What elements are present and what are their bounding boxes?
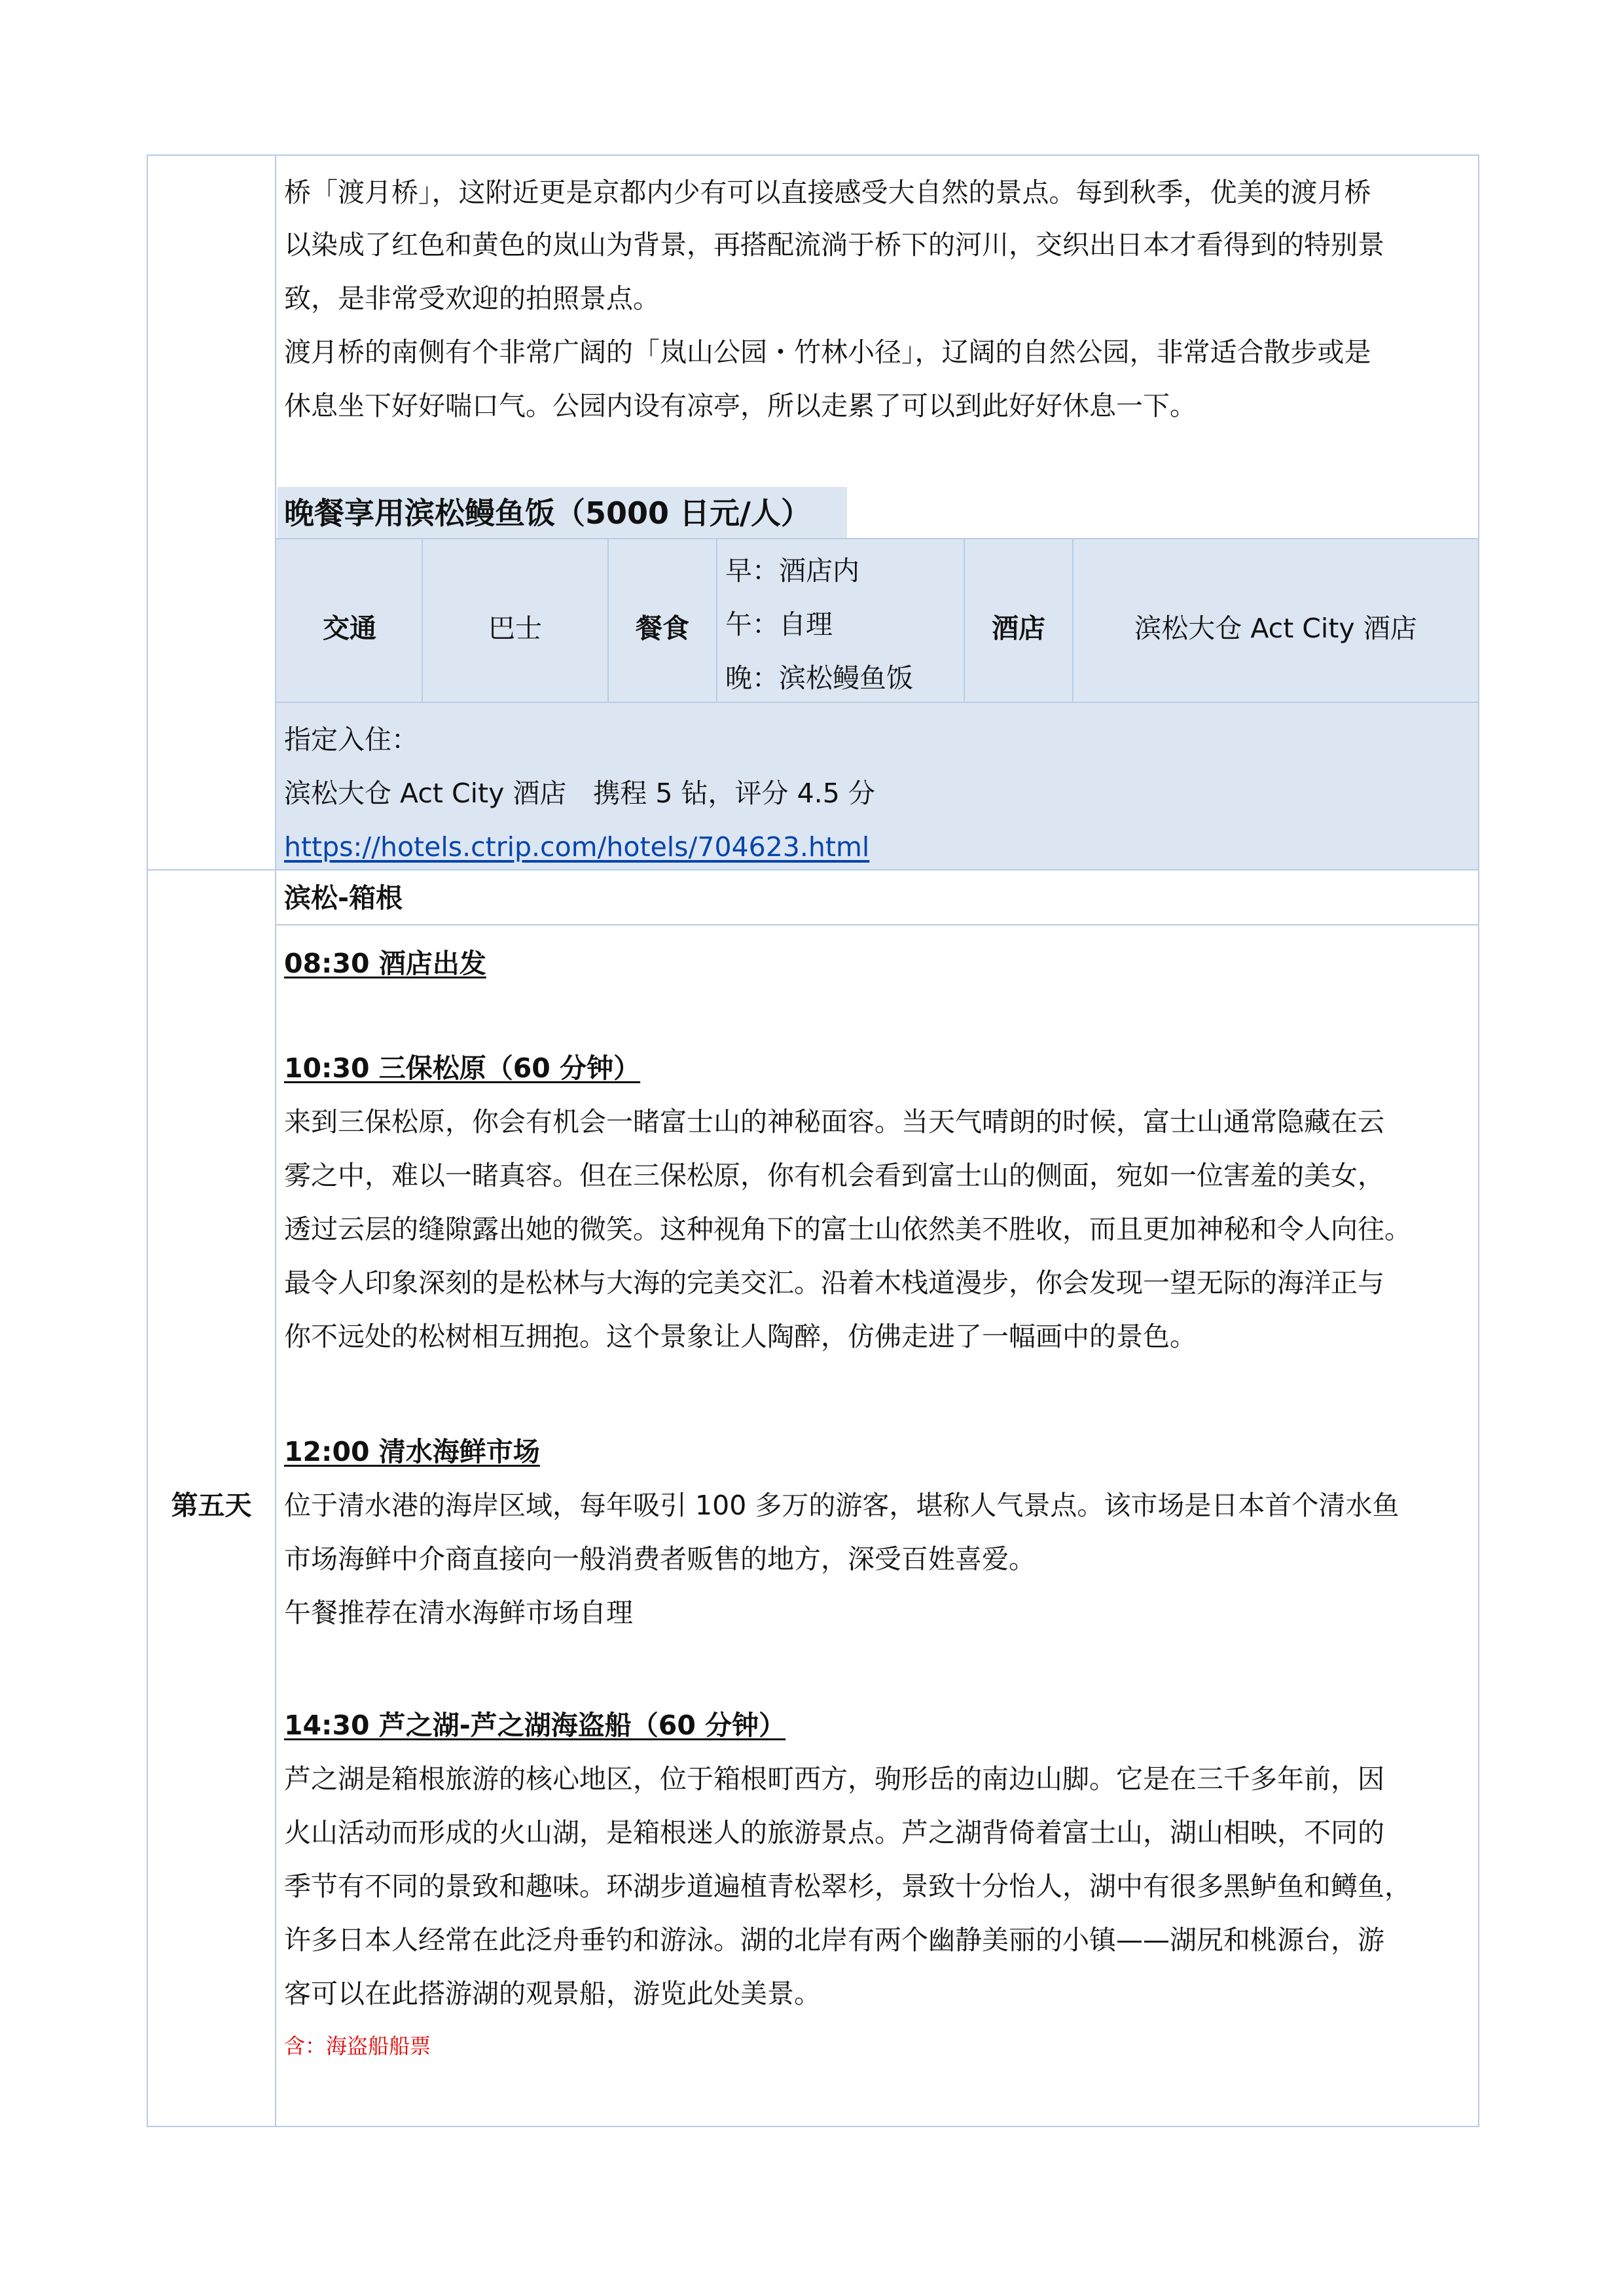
text-line: 市场海鲜中介商直接向一般消费者贩售的地方，深受百姓喜爱。 — [284, 1543, 1036, 1575]
text-line: 季节有不同的景致和趣味。环湖步道遍植青松翠杉，景致十分怡人，湖中有很多黑鲈鱼和鳟鱼， — [284, 1871, 1411, 1902]
route-row-divider — [275, 924, 1479, 925]
text-line: 休息坐下好好喘口气。公园内设有凉亭，所以走累了可以到此好好休息一下。 — [284, 390, 1197, 422]
hotel-label: 酒店 — [992, 613, 1045, 644]
hotel-value: 滨松大仓 Act City 酒店 — [1134, 613, 1417, 644]
text-line: 最令人印象深刻的是松林与大海的完美交汇。沿着木栈道漫步，你会发现一望无际的海洋正与 — [284, 1267, 1384, 1299]
text-line: 午餐推荐在清水海鲜市场自理 — [284, 1597, 633, 1628]
info-row-top — [276, 538, 1478, 539]
transport-value: 巴士 — [488, 613, 542, 644]
text-line: 雾之中，难以一睹真容。但在三保松原，你有机会看到富士山的侧面，宛如一位害羞的美女， — [284, 1160, 1384, 1191]
text-line: 位于清水港的海岸区域，每年吸引 100 多万的游客，堪称人气景点。该市场是日本首个清水鱼 — [284, 1490, 1399, 1521]
section-heading-shimizu: 12:00 清水海鲜市场 — [284, 1436, 540, 1467]
day-column-divider — [275, 154, 276, 2127]
text-line: 透过云层的缝隙露出她的微笑。这种视角下的富士山依然美不胜收，而且更加神秘和令人向往。 — [284, 1213, 1411, 1245]
text-line: 芦之湖是箱根旅游的核心地区，位于箱根町西方，驹形岳的南边山脚。它是在三千多年前，因 — [284, 1763, 1384, 1795]
meal-dinner: 晚：滨松鳗鱼饭 — [725, 662, 913, 694]
transport-label: 交通 — [323, 613, 376, 644]
text-line: 许多日本人经常在此泛舟垂钓和游泳。湖的北岸有两个幽静美丽的小镇——湖尻和桃源台，游 — [284, 1924, 1384, 1956]
section-heading-departure: 08:30 酒店出发 — [284, 948, 486, 979]
text-line: 以染成了红色和黄色的岚山为背景，再搭配流淌于桥下的河川，交织出日本才看得到的特别景 — [284, 229, 1384, 260]
info-divider — [716, 538, 717, 702]
text-line: 火山活动而形成的火山湖，是箱根迷人的旅游景点。芦之湖背倚着富士山，湖山相映，不同的 — [284, 1817, 1384, 1848]
route-title: 滨松-箱根 — [284, 882, 403, 914]
checkin-hotel: 滨松大仓 Act City 酒店 携程 5 钻，评分 4.5 分 — [284, 778, 875, 809]
dinner-heading: 晚餐享用滨松鳗鱼饭（5000 日元/人） — [284, 495, 811, 531]
text-line: 你不远处的松树相互拥抱。这个景象让人陶醉，仿佛走进了一幅画中的景色。 — [284, 1321, 1197, 1352]
meal-breakfast: 早：酒店内 — [725, 555, 859, 586]
text-line: 客可以在此搭游湖的观景船，游览此处美景。 — [284, 1978, 821, 2009]
text-line: 桥「渡月桥」，这附近更是京都内少有可以直接感受大自然的景点。每到秋季，优美的渡月桥 — [284, 177, 1371, 208]
section-heading-ashinoko: 14:30 芦之湖-芦之湖海盗船（60 分钟） — [284, 1710, 786, 1741]
text-line: 渡月桥的南侧有个非常广阔的「岚山公园・竹林小径」，辽阔的自然公园，非常适合散步或是 — [284, 336, 1371, 368]
section-heading-miho: 10:30 三保松原（60 分钟） — [284, 1052, 641, 1084]
checkin-label: 指定入住： — [284, 724, 418, 755]
meal-lunch: 午：自理 — [725, 609, 833, 640]
inclusion-note: 含：海盗船船票 — [284, 2034, 431, 2058]
text-line: 来到三保松原，你会有机会一睹富士山的神秘面容。当天气晴朗的时候，富士山通常隐藏在云 — [284, 1106, 1384, 1138]
day-label: 第五天 — [171, 1490, 252, 1521]
hotel-link[interactable]: https://hotels.ctrip.com/hotels/704623.html — [284, 831, 870, 863]
text-line: 致，是非常受欢迎的拍照景点。 — [284, 283, 660, 314]
meal-label: 餐食 — [636, 613, 689, 644]
